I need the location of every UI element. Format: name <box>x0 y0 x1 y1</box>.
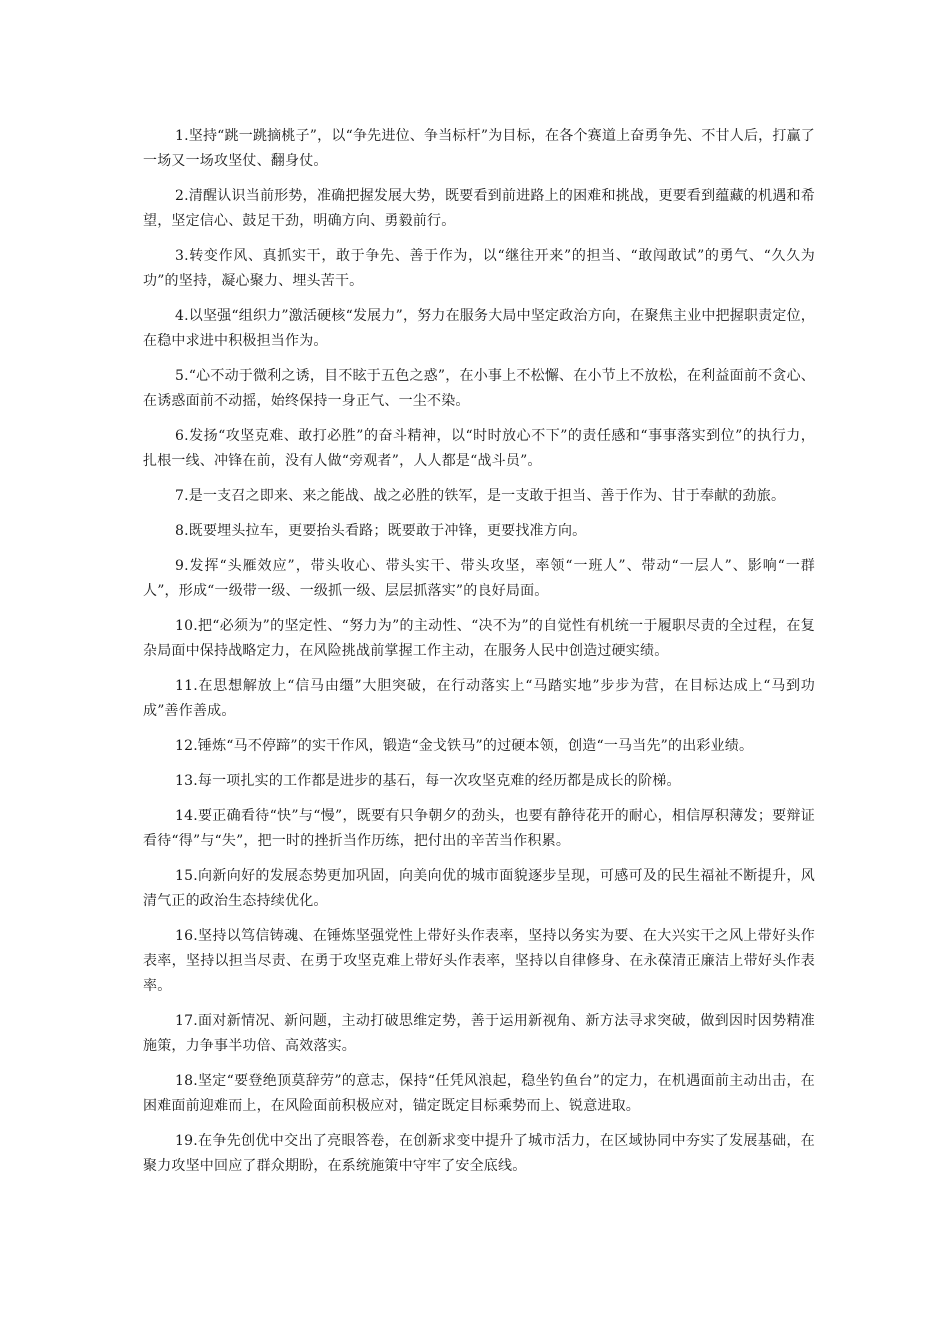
paragraph-15: 15.向新向好的发展态势更加巩固，向美向优的城市面貌逐步呈现，可感可及的民生福祉不断提升，风清气正的政治生态持续优化。 <box>143 868 815 909</box>
paragraph-7: 7.是一支召之即来、来之能战、战之必胜的铁军，是一支敢于担当、善于作为、甘于奉献的劲旅。 <box>175 488 786 504</box>
paragraph-14: 14.要正确看待“快”与“慢”，既要有只争朝夕的劲头，也要有静待花开的耐心，相信厚积薄发；要辩证看待“得”与“失”，把一时的挫折当作历练，把付出的辛苦当作积累。 <box>143 808 815 849</box>
paragraph-10: 10.把“必须为”的坚定性、“努力为”的主动性、“决不为”的自觉性有机统一于履职尽责的全过程，在复杂局面中保持战略定力，在风险挑战前掌握工作主动，在服务人民中创造过硬实绩。 <box>143 618 815 659</box>
document-page <box>143 124 815 1189</box>
paragraph-17: 17.面对新情况、新问题，主动打破思维定势，善于运用新视角、新方法寻求突破，做到因时因势精准施策，力争事半功倍、高效落实。 <box>143 1013 815 1054</box>
paragraph-4: 4.以坚强“组织力”激活硬核“发展力”，努力在服务大局中坚定政治方向，在聚焦主业中把握职责定位，在稳中求进中积极担当作为。 <box>143 308 815 349</box>
paragraph-11: 11.在思想解放上“信马由缰”大胆突破，在行动落实上“马踏实地”步步为营，在目标达成上“马到功成”善作善成。 <box>143 678 815 719</box>
paragraph-2: 2.清醒认识当前形势，准确把握发展大势，既要看到前进路上的困难和挑战，更要看到蕴藏的机遇和希望，坚定信心、鼓足干劲，明确方向、勇毅前行。 <box>143 188 815 229</box>
paragraph-18: 18.坚定“要登绝顶莫辞劳”的意志，保持“任凭风浪起，稳坐钓鱼台”的定力，在机遇面前主动出击，在困难面前迎难而上，在风险面前积极应对，锚定既定目标乘势而上、锐意进取。 <box>143 1073 815 1114</box>
paragraph-16: 16.坚持以笃信铸魂、在锤炼坚强党性上带好头作表率，坚持以务实为要、在大兴实干之风上带好头作表率，坚持以担当尽责、在勇于攻坚克难上带好头作表率，坚持以自律修身、在永葆清正廉洁上带好头作表率。 <box>143 928 815 994</box>
paragraph-12: 12.锤炼“马不停蹄”的实干作风，锻造“金戈铁马”的过硬本领，创造“一马当先”的出彩业绩。 <box>175 738 754 754</box>
paragraph-5: 5.“心不动于微利之诱，目不眩于五色之惑”，在小事上不松懈、在小节上不放松，在利益面前不贪心、在诱惑面前不动摇，始终保持一身正气、一尘不染。 <box>143 368 815 409</box>
paragraph-6: 6.发扬“攻坚克难、敢打必胜”的奋斗精神，以“时时放心不下”的责任感和“事事落实到位”的执行力，扎根一线、冲锋在前，没有人做“旁观者”，人人都是“战斗员”。 <box>143 428 815 469</box>
paragraph-13: 13.每一项扎实的工作都是进步的基石，每一次攻坚克难的经历都是成长的阶梯。 <box>175 773 681 789</box>
paragraph-1: 1.坚持“跳一跳摘桃子”，以“争先进位、争当标杆”为目标，在各个赛道上奋勇争先、不甘人后，打赢了一场又一场攻坚仗、翻身仗。 <box>143 128 815 169</box>
paragraph-9: 9.发挥“头雁效应”，带头收心、带头实干、带头攻坚，率领“一班人”、带动“一层人”、影响“一群人”，形成“一级带一级、一级抓一级、层层抓落实”的良好局面。 <box>143 558 815 599</box>
paragraph-8: 8.既要埋头拉车，更要抬头看路；既要敢于冲锋，更要找准方向。 <box>175 523 587 539</box>
paragraph-19: 19.在争先创优中交出了亮眼答卷，在创新求变中提升了城市活力，在区域协同中夯实了发展基础，在聚力攻坚中回应了群众期盼，在系统施策中守牢了安全底线。 <box>143 1133 815 1174</box>
paragraph-3: 3.转变作风、真抓实干，敢于争先、善于作为，以“继往开来”的担当、“敢闯敢试”的勇气、“久久为功”的坚持，凝心聚力、埋头苦干。 <box>143 248 815 289</box>
